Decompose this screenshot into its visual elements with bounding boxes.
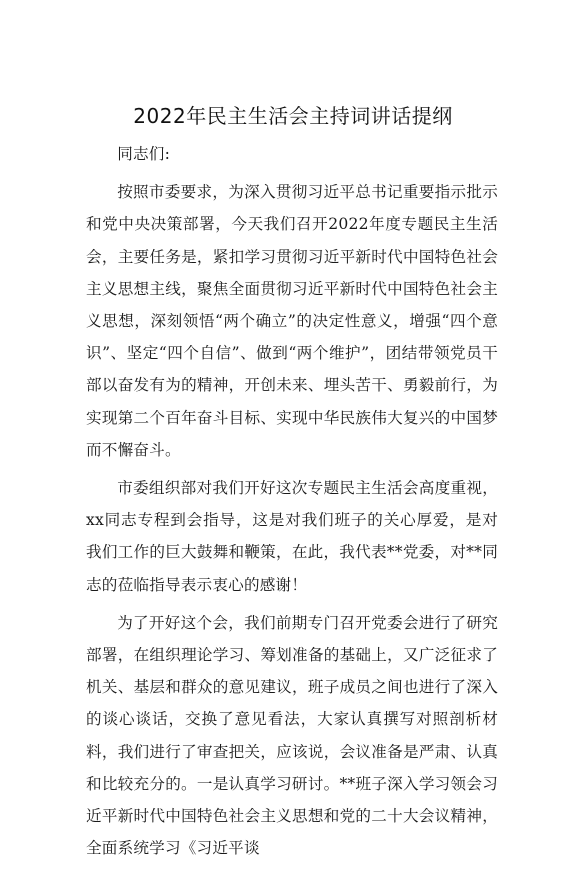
salutation: 同志们: [117,145,171,163]
paragraph-1: 按照市委要求，为深入贯彻习近平总书记重要指示批示和党中央决策部署，今天我们召开2022年度专题民主生活会，主要任务是，紧扣学习贯彻习近平新时代中国特色社会主义思想主线，聚焦全面贯彻习近平新时代中国特色社会主义思想，深刻领悟“两个确立”的决定性意义，增强“四个意识”、坚定“四个自信”、做到“两个维护”，团结带领党员干部以奋发有为的精神，开创未来、埋头苦干、勇毅前行，为实现第二个百年奋斗目标、实现中华民族伟大复兴的中国梦而不懈奋斗。 [86,183,498,459]
document-title: 2022年民主生活会主持词讲话提纲 [133,104,453,128]
paragraph-2: 市委组织部对我们开好这次专题民主生活会高度重视，xx同志专程到会指导，这是对我们班子的关心厚爱，是对我们工作的巨大鼓舞和鞭策，在此，我代表**党委，对**同志的莅临指导表示衷心的感谢！ [86,479,498,594]
document-body [86,138,498,870]
paragraph-3: 为了开好这个会，我们前期专门召开党委会进行了研究部署，在组织理论学习、筹划准备的基础上，又广泛征求了机关、基层和群众的意见建议，班子成员之间也进行了深入的谈心谈话，交换了意见看法，大家认真撰写对照剖析材料，我们进行了审查把关，应该说，会议准备是严肃、认真和比较充分的。一是认真学习研讨。**班子深入学习领会习近平新时代中国特色社会主义思想和党的二十大会议精神，全面系统学习《习近平谈 [86,613,498,858]
